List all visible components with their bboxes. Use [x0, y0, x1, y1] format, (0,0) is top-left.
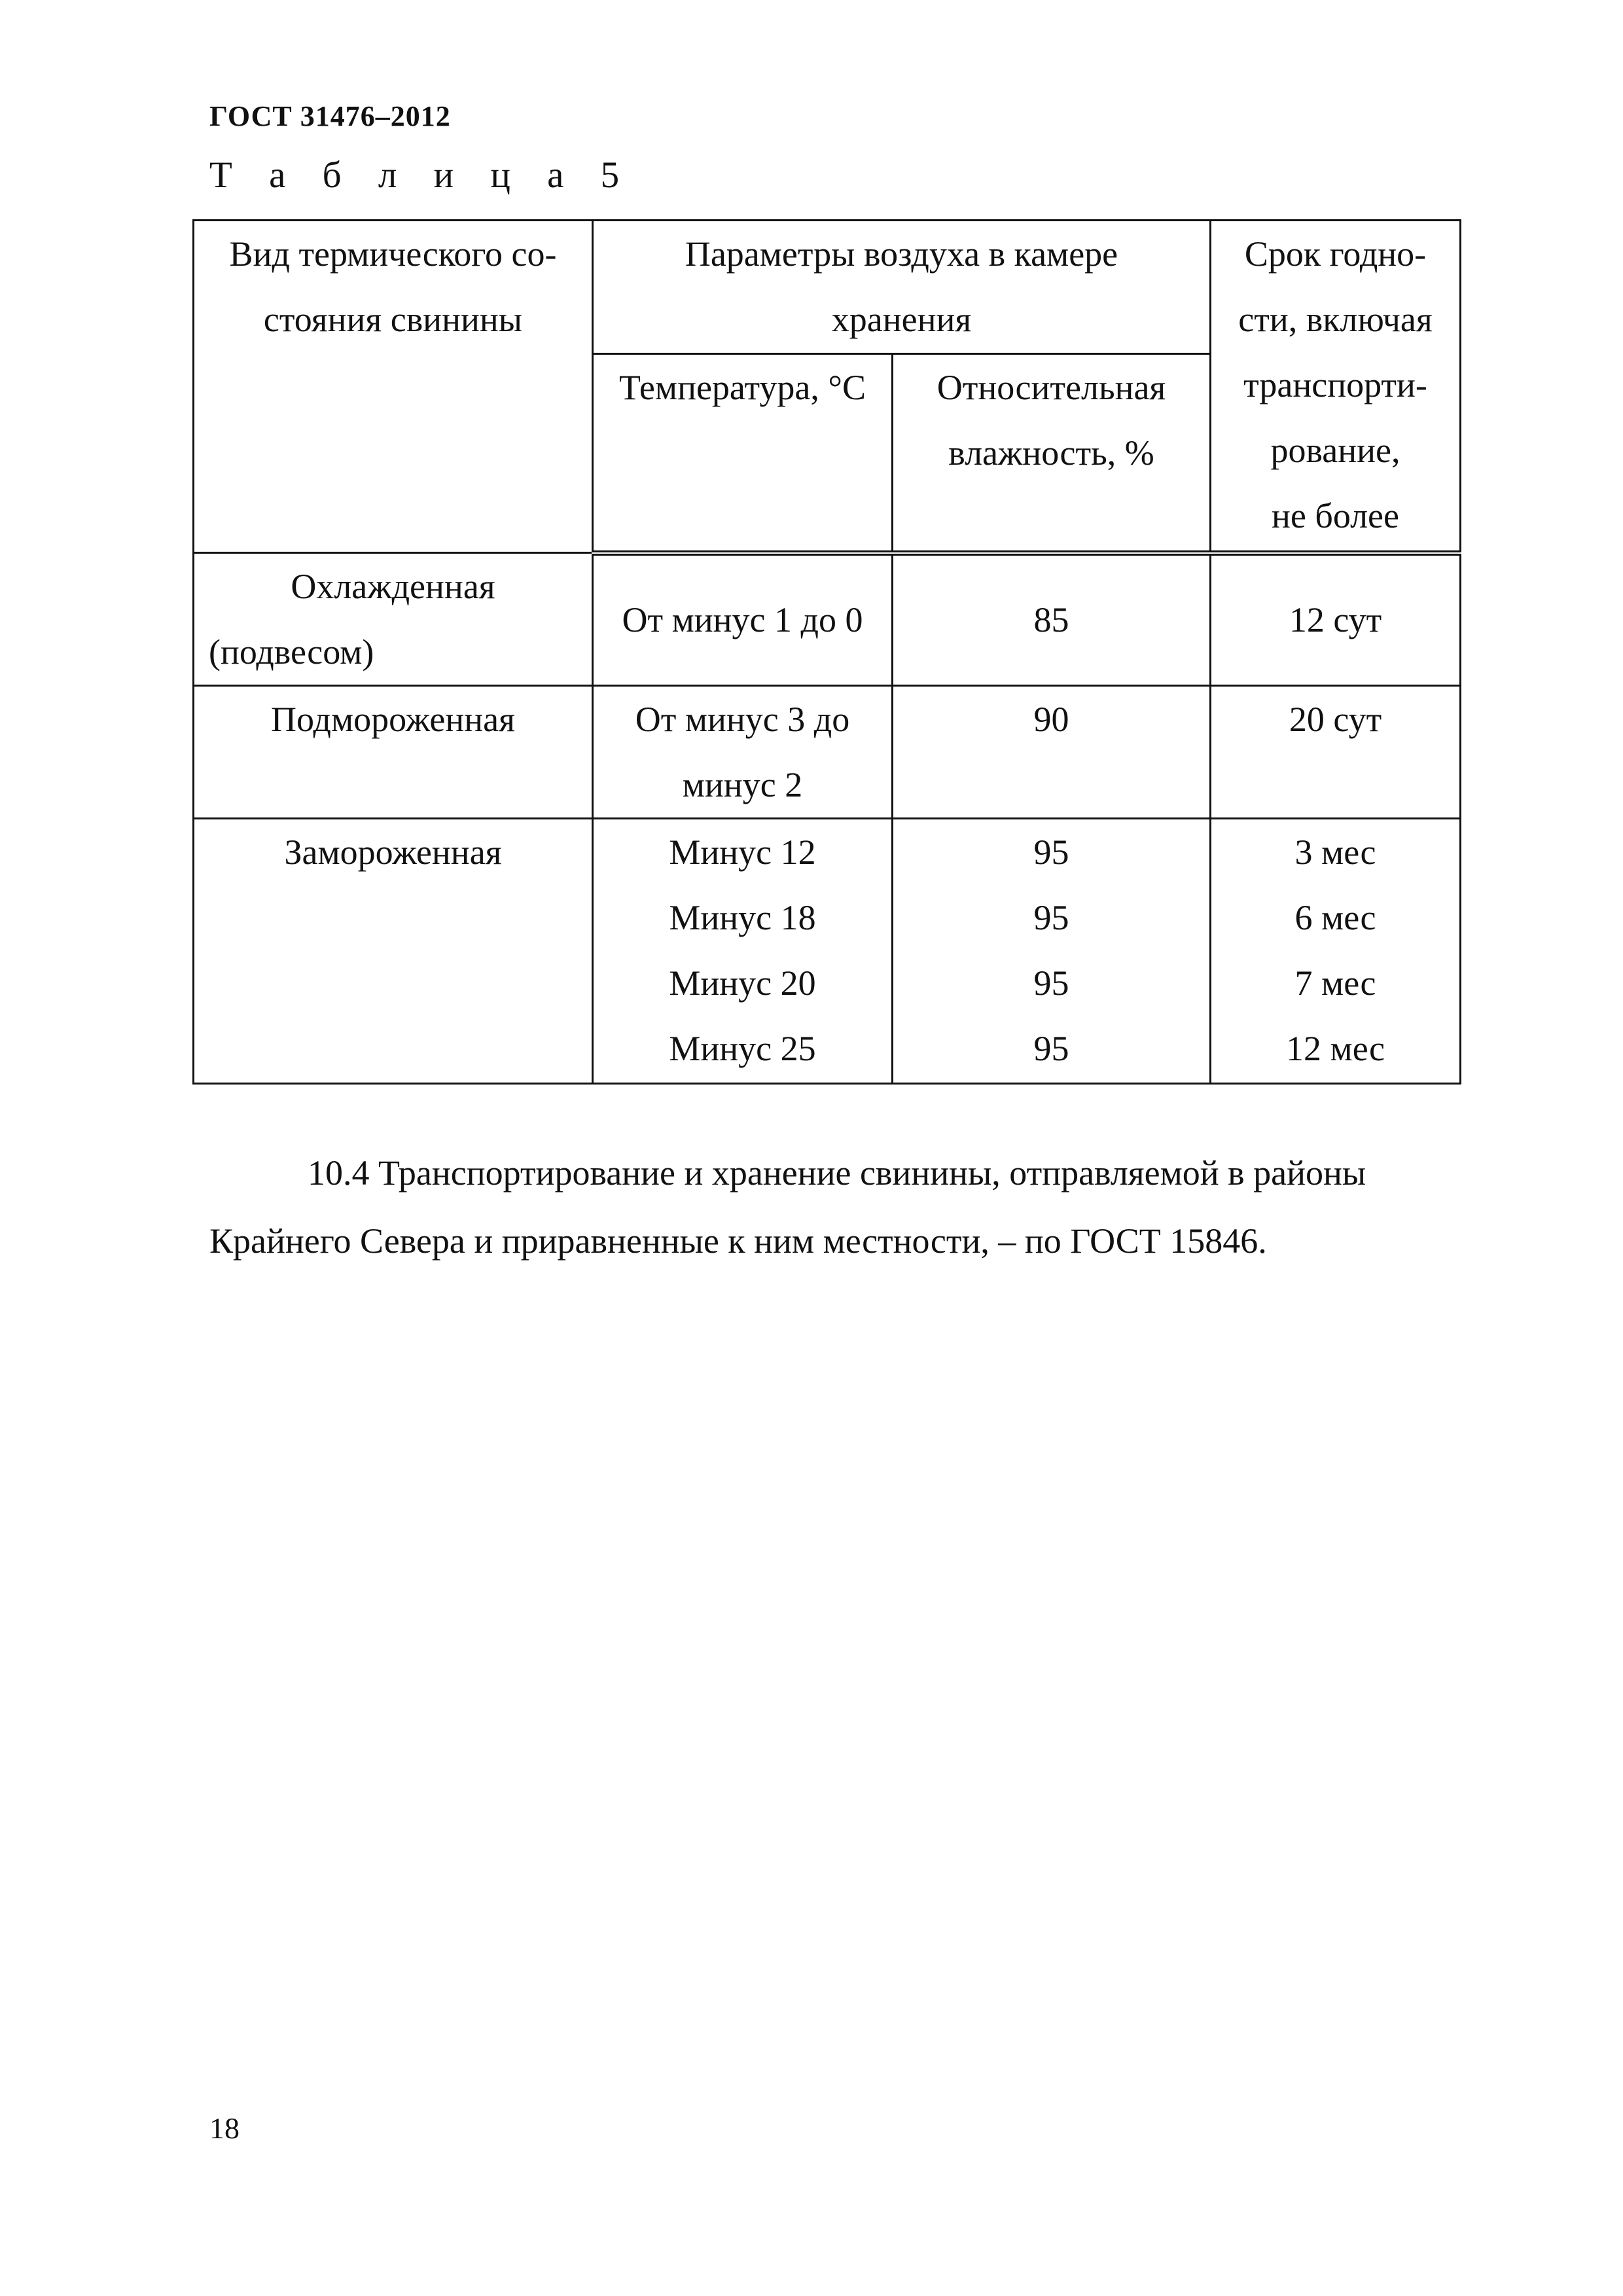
header-air-line: Параметры воздуха в камере: [685, 234, 1118, 274]
row-humidity: 90: [1033, 700, 1069, 739]
header-shelf-line: транспорти-: [1243, 365, 1427, 404]
row-temperature: От минус 1 до 0: [622, 600, 863, 640]
page-number: 18: [209, 2111, 240, 2145]
row-shelf-life-cell: [1211, 553, 1461, 686]
storage-conditions-table: [192, 219, 1461, 1085]
row-shelf-life: 12 мес: [1286, 1029, 1385, 1068]
header-kind-line: Вид термического со-: [229, 234, 557, 274]
row-temperature: Минус 25: [669, 1029, 816, 1068]
row-humidity: 95: [1033, 898, 1069, 937]
header-humidity-cell: [893, 354, 1211, 553]
row-humidity-cell: [893, 553, 1211, 686]
section-paragraph: [209, 1139, 1466, 1275]
header-shelf-line: Срок годно-: [1244, 234, 1427, 274]
table-caption: Т а б л и ц а 5: [209, 154, 633, 196]
paragraph-line: 10.4 Транспортирование и хранение свинины, отправляемой в районы: [308, 1153, 1366, 1193]
standard-designation: ГОСТ 31476–2012: [209, 100, 451, 132]
table-row: [194, 686, 1461, 819]
row-humidity: 95: [1033, 1029, 1069, 1068]
row-shelf-life: 7 мес: [1294, 963, 1376, 1003]
header-humidity-line: Относительная: [936, 368, 1166, 407]
row-shelf-life: 12 сут: [1289, 600, 1382, 640]
row-humidity-cell: [893, 819, 1211, 1084]
row-kind-line: (подвесом): [209, 632, 374, 672]
row-temperature-line: От минус 3 до: [635, 700, 850, 739]
header-shelf-line: сти, включая: [1238, 300, 1433, 339]
row-humidity: 95: [1033, 963, 1069, 1003]
header-shelf-line: не более: [1271, 496, 1399, 535]
row-kind-cell: [194, 686, 593, 819]
row-kind: Замороженная: [284, 833, 502, 872]
header-humidity-line: влажность, %: [948, 433, 1154, 473]
header-kind-line: стояния свинины: [263, 300, 523, 339]
row-temperature-cell: [593, 686, 893, 819]
row-kind: Подмороженная: [271, 700, 515, 739]
row-shelf-life-cell: [1211, 819, 1461, 1084]
row-temperature: Минус 20: [669, 963, 816, 1003]
header-shelf-line: рование,: [1270, 431, 1400, 470]
row-shelf-life: 20 сут: [1289, 700, 1382, 739]
header-air-line: хранения: [831, 300, 972, 339]
row-temperature-cell: [593, 553, 893, 686]
table-row: [194, 819, 1461, 1084]
row-shelf-life-cell: [1211, 686, 1461, 819]
paragraph-line: Крайнего Севера и приравненные к ним местности, – по ГОСТ 15846.: [209, 1221, 1267, 1261]
header-air-parameters-cell: [593, 221, 1211, 354]
row-temperature: Минус 18: [669, 898, 816, 937]
row-kind-line: Охлажденная: [291, 567, 495, 606]
row-kind-cell: [194, 553, 593, 686]
header-shelf-life-cell: [1211, 221, 1461, 553]
header-temperature-label: Температура, °С: [619, 368, 866, 407]
row-humidity: 85: [1033, 600, 1069, 640]
row-temperature-line: минус 2: [682, 765, 803, 804]
row-shelf-life: 3 мес: [1294, 833, 1376, 872]
header-kind-cell: [194, 221, 593, 553]
row-temperature: Минус 12: [669, 833, 816, 872]
header-temperature-cell: [593, 354, 893, 553]
row-humidity: 95: [1033, 833, 1069, 872]
row-kind-cell: [194, 819, 593, 1084]
row-humidity-cell: [893, 686, 1211, 819]
row-shelf-life: 6 мес: [1294, 898, 1376, 937]
table-row: [194, 553, 1461, 686]
row-temperature-cell: [593, 819, 893, 1084]
